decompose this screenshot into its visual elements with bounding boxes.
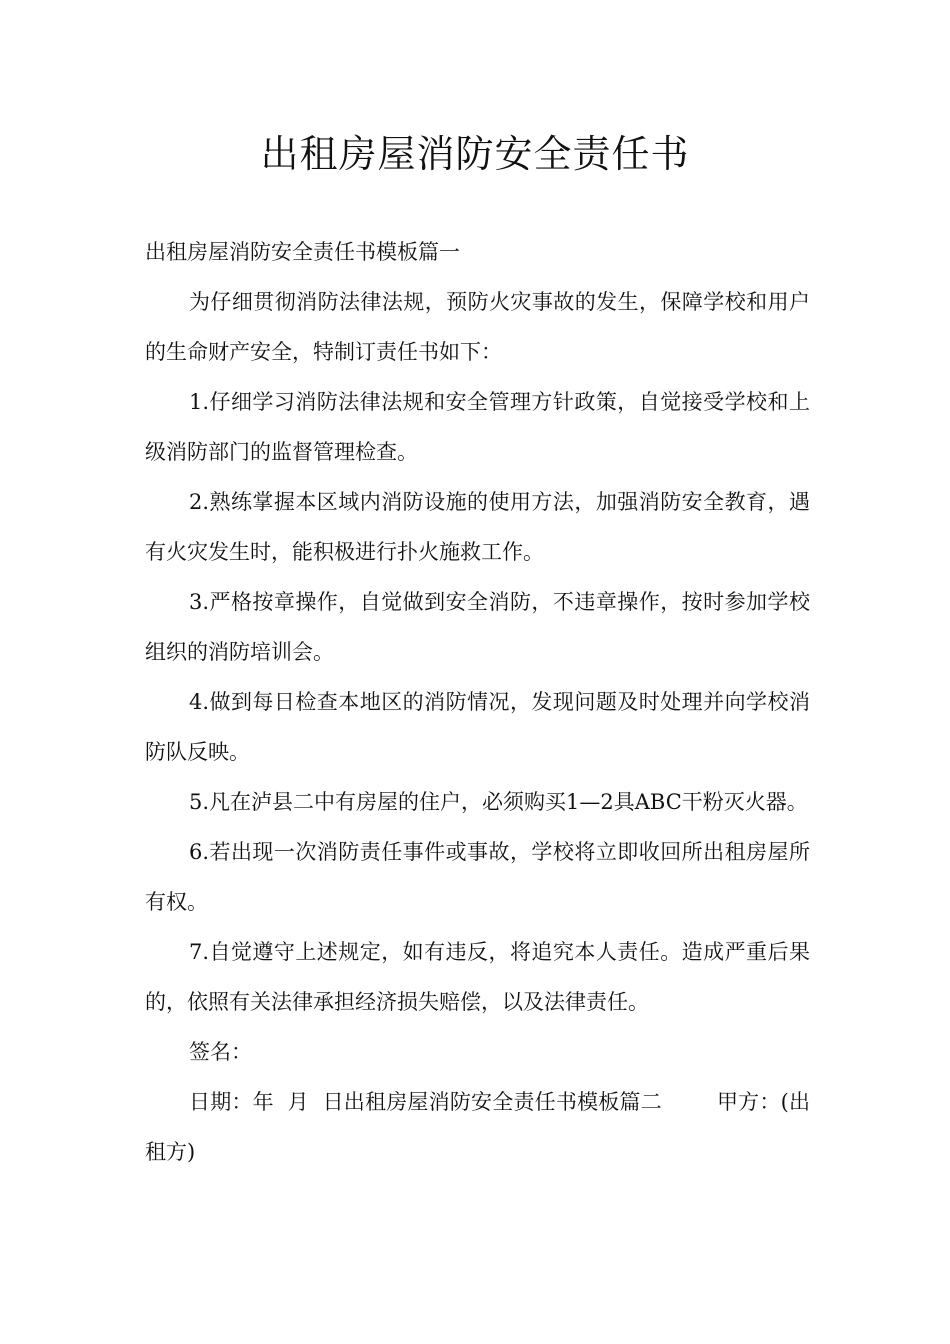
document-title: 出租房屋消防安全责任书 <box>260 132 690 176</box>
signature-line: 签名： <box>189 1040 252 1064</box>
clause-4: 4.做到每日检查本地区的消防情况，发现问题及时处理并向学校消防队反映。 <box>145 690 810 764</box>
clause-5: 5.凡在泸县二中有房屋的住户，必须购买1—2具ABC干粉灭火器。 <box>189 790 808 814</box>
clause-3: 3.严格按章操作，自觉做到安全消防，不违章操作，按时参加学校组织的消防培训会。 <box>145 590 810 664</box>
intro-paragraph: 为仔细贯彻消防法律法规，预防火灾事故的发生，保障学校和用户的生命财产安全，特制订责任书如下： <box>145 290 810 364</box>
document-body <box>145 227 810 1177</box>
date-line: 日期：年 月 日出租房屋消防安全责任书模板篇二 甲方：(出租方) <box>145 1090 810 1164</box>
section-heading: 出租房屋消防安全责任书模板篇一 <box>145 240 460 264</box>
clause-2: 2.熟练掌握本区域内消防设施的使用方法，加强消防安全教育，遇有火灾发生时，能积极进行扑火施救工作。 <box>145 490 810 564</box>
clause-1: 1.仔细学习消防法律法规和安全管理方针政策，自觉接受学校和上级消防部门的监督管理检查。 <box>145 390 810 464</box>
clause-7: 7.自觉遵守上述规定，如有违反，将追究本人责任。造成严重后果的，依照有关法律承担经济损失赔偿，以及法律责任。 <box>145 940 810 1014</box>
clause-6: 6.若出现一次消防责任事件或事故，学校将立即收回所出租房屋所有权。 <box>145 840 810 914</box>
